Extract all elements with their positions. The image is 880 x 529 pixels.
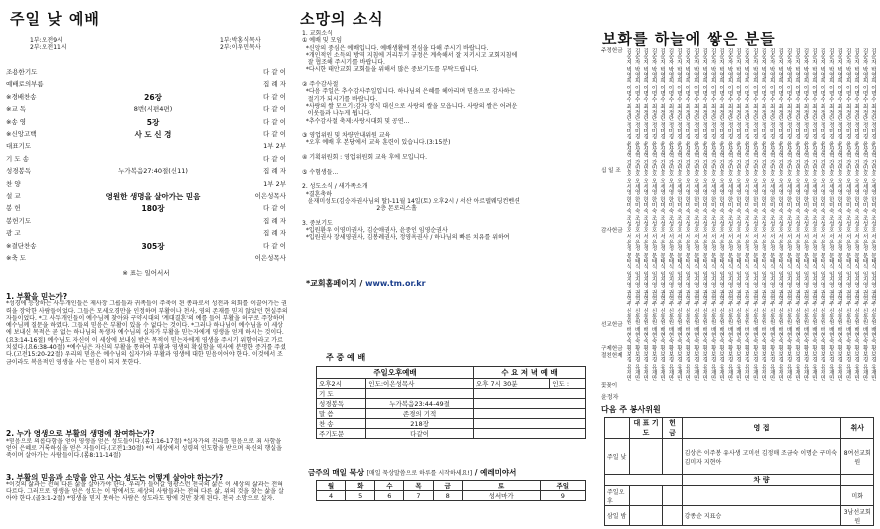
- weekday-worship-table: 주일오후예배 수 요 저 녁 예 배 오후2시 인도:이은성목사 오후 7시 30분 인도 : 기 도 성경봉독 누가복음23:44-49절 말 씀 존경의 기적 찬 송 218장 주기도문 다같이: [316, 366, 586, 439]
- devotion-chapter: 8: [433, 491, 462, 501]
- worship-order-row: [6, 229, 286, 238]
- offering-names-column: 김순자 박영희 이명수 최정란 정미경 윤상혁 강민호 오세영 한미숙 조성호 서은정 문태식 임지영 권혁주 신동원 배현숙 황보경 유재만: [760, 48, 767, 381]
- offering-names-column: 김순자 박영희 이명수 최정란 정미경 윤상혁 강민호 오세영 한미숙 조성호 서은정 문태식 임지영 권혁주 신동원 배현숙 황보경 유재만: [819, 48, 826, 381]
- worship-order-detail: 영원한 생명을 살아가는 믿음: [105, 192, 201, 201]
- duty-header: 취사: [841, 418, 874, 439]
- offering-names-column: 김순자 박영희 이명수 최정란 정미경 윤상혁 강민호 오세영 한미숙 조성호 서은정 문태식 임지영 권혁주 신동원 배현숙 황보경 유재만: [692, 48, 699, 381]
- worship-order-item: 봉 헌: [6, 204, 21, 213]
- worship-order-row: [6, 254, 286, 263]
- worship-order-row: [6, 180, 286, 189]
- devotion-day: 토: [462, 481, 540, 491]
- offering-title: 보화를 하늘에 쌓은 분들: [602, 30, 776, 48]
- worship-order-item: ※교 독: [6, 105, 27, 114]
- worship-order-detail: 26장: [144, 92, 162, 102]
- worship-order-item: ※송 영: [6, 117, 27, 126]
- worship-order-detail: 사 도 신 경: [134, 130, 172, 139]
- offering-names-column: 김순자 박영희 이명수 최정란 정미경 윤상혁 강민호 오세영 한미숙 조성호 서은정 문태식 임지영 권혁주 신동원 배현숙 황보경 유재만: [650, 48, 657, 381]
- worship-order-row: [6, 204, 286, 213]
- worship-order-detail: 8번(시편4편): [133, 105, 173, 114]
- worship-order-leader: 집 례 자: [263, 229, 286, 238]
- duty-header: 대 표 기 도: [629, 418, 663, 439]
- worship-order-row: [6, 130, 286, 139]
- table-row: 찬 송 218장: [317, 419, 586, 429]
- worship-order-detail: 180장: [141, 204, 165, 214]
- offering-names-column: 김순자 박영희 이명수 최정란 정미경 윤상혁 강민호 오세영 한미숙 조성호 서은정 문태식 임지영 권혁주 신동원 배현숙 황보경 유재만: [726, 48, 733, 381]
- offering-category-label: 주정헌금: [601, 48, 623, 54]
- worship-order-detail: [80, 229, 226, 238]
- worship-order-column: [0, 0, 292, 529]
- worship-order-leader: 집 례 자: [263, 80, 286, 89]
- daily-devotion-table: [316, 480, 586, 501]
- devotion-chapter: 5: [346, 491, 375, 501]
- offering-names-column: 김순자 박영희 이명수 최정란 정미경 윤상혁 강민호 오세영 한미숙 조성호 서은정 문태식 임지영 권혁주 신동원 배현숙 황보경 유재만: [718, 48, 725, 381]
- offering-names-column: 김순자 박영희 이명수 최정란 정미경 윤상혁 강민호 오세영 한미숙 조성호 서은정 문태식 임지영 권혁주 신동원 배현숙 황보경 유재만: [633, 48, 640, 381]
- offering-names-column: 김순자 박영희 이명수 최정란 정미경 윤상혁 강민호 오세영 한미숙 조성호 서은정 문태식 임지영 권혁주 신동원 배현숙 황보경 유재만: [659, 48, 666, 381]
- worship-order-detail: 5장: [146, 117, 160, 127]
- next-week-duty-title: 다음 주 봉사위원: [601, 405, 661, 414]
- offering-names-column: 김순자 박영희 이명수 최정란 정미경 윤상혁 강민호 오세영 한미숙 조성호 서은정 문태식 임지영 권혁주 신동원 배현숙 황보경 유재만: [768, 48, 775, 381]
- devotion-day: 화: [346, 481, 375, 491]
- sermon-point-2-title: 2. 누가 영생으로 부활의 생명에 참여하는가?: [6, 429, 155, 439]
- vehicle-label: 차 량: [682, 475, 841, 486]
- worship-order-item: 성경봉독: [6, 167, 32, 176]
- worship-order-row: [6, 217, 286, 226]
- worship-order-row: [6, 80, 286, 89]
- worship-order-item: 대표기도: [6, 142, 32, 151]
- devotion-day: 월: [317, 481, 346, 491]
- offering-names-column: 김순자 박영희 이명수 최정란 정미경 윤상혁 강민호 오세영 한미숙 조성호 서은정 문태식 임지영 권혁주 신동원 배현숙 황보경 유재만: [625, 48, 632, 381]
- duty-header: 영 접: [682, 418, 841, 439]
- devotion-day: 금: [433, 481, 462, 491]
- worship-order-detail: 305장: [141, 241, 165, 251]
- worship-order-leader: 다 같 이: [263, 204, 286, 213]
- worship-order-detail: [80, 254, 226, 263]
- worship-order-row: [6, 167, 286, 176]
- offering-category-label: 꽃꽂이: [601, 383, 618, 389]
- duty-header: 헌 금: [663, 418, 682, 439]
- worship-order-leader: 이은성목사: [254, 192, 286, 200]
- worship-order-item: ※신앙고백: [6, 130, 37, 138]
- worship-order-leader: 다 같 이: [263, 154, 286, 163]
- devotion-chapter: 9: [540, 491, 585, 501]
- duty-row: 주일 낮 김상은 이주봉 유사생 고미선 김정매 조금숙 이명순 구미숙 김미자 지현아 8여선교회원: [605, 439, 874, 475]
- devotion-day: 주일: [540, 481, 585, 491]
- devotion-chapter: 6: [375, 491, 404, 501]
- worship-order-leader: 다 같 이: [263, 130, 286, 138]
- news-title: 소망의 소식: [300, 10, 384, 28]
- offering-category-label: 선교헌금: [601, 322, 623, 328]
- news-body: 1. 교회소식 ① 예배 및 모임 *신앙의 중심은 예배입니다. 예배생활에 전심을 다해 주시기 바랍니다. *개인적인 소득의 방역 지침에 거리두기 규정은 계속해서 잘 지키시고 교회지침에 잘 협조해 주시기를 바랍니다. *다시한 태안교회 교회들을 위해서 많은 중보기도를 부탁드립니다. ② 주수감사절 *다음 주일은 추수감사주일입니다. 하나님의 은혜를 헤아리며 믿음으로 감사하는 절기가 되시기를 바랍니다. *사랑의 쌀 모으기:감자 장식 대신으로 사랑의 쌀을 모읍니다. 사랑의 쌀은 어려운 이웃들과 나누게 됩니다. *추수감사절 축제:사랑시대회 및 공연... ③ 영업위원 및 차량안내위원 교육 *오후 예배 후 본당에서 교육 훈련이 있습니다.(3:15분) ④ 기획위원회 : 영업위원회 교육 후에 모입니다. ⑤ 수험생들... 2. 성도소식 / 새가족소개 *결혼축하 윤재미성도(김승자권사님의 딸)-11월 14일(토) 오후2시 / 서산 아르델웨딩컨벤션 2층 몬로리스홀 3. 중보기도 *입원환우 이영미권사, 김순애권사, 윤중인 임영순권사 *입원권사 장세영권사, 김봉례권사, 정영옥권사 / 하나님의 빠른 치유를 위하여: [302, 30, 520, 242]
- table-row: 성경봉독 누가복음23:44-49절: [317, 399, 586, 409]
- offering-names-column: 김순자 박영희 이명수 최정란 정미경 윤상혁 강민호 오세영 한미숙 조성호 서은정 문태식 임지영 권혁주 신동원 배현숙 황보경 유재만: [743, 48, 750, 381]
- worship-order-leader: 다 같 이: [263, 105, 286, 114]
- worship-order-detail: [80, 217, 226, 226]
- devotion-chapter: 성서마가: [462, 491, 540, 501]
- sunday-worship-title: 주일 낮 예배: [10, 10, 100, 28]
- sermon-point-1-body: *성경에 등장하는 사두개인들은 제사장 그룹들과 귀족들이 주축이 된 종파로서 성전과 의회를 이끌어가는 권력을 장악한 사람들이었다. 그들은 모세오경만을 인정하며 부활이나 천사, 영의 존재를 믿지 않았던 현실주의자들이었다. *그 사두개인들이 예수님께 찾아와 구약시대의 '계대결혼'의 예를 들어 부활을 허구로 주장하며 예수님께 질문을 하였다. 그들의 믿음은 부활이 있을 수 없다는 것이다. *그러나 하나님이 예수님을 이 세상에 보내신 목적은 곧 없는 하나님의 독생자 예수님의 십자가 부활을 믿는자에게 영생을 얻게 하시는 것이다.(요3:14-16절) 예수님도 자신이 이 세상에 보내심 받은 목적이 믿는자에게 영생을 주시기 위함이라고 가르치셨다.(요6:38-40절) *예수님은 자신의 부활을 통하여 부활과 영생의 확실함을 역사에 분명한 증거를 주셨다.(고전15:20-22절) 우리의 믿음은 예수님의 십자가와 부활과 영생에 대한 믿음이어야 한다. 이것에서 조금이라도 복음적인 영생을 사는 믿음이 되지 못한다.: [6, 300, 288, 366]
- offering-category-label: 십 일 조: [601, 168, 621, 174]
- news-column: [296, 0, 596, 529]
- worship-order-item: 예배로의부름: [6, 80, 44, 89]
- offering-names-column: 김순자 박영희 이명수 최정란 정미경 윤상혁 강민호 오세영 한미숙 조성호 서은정 문태식 임지영 권혁주 신동원 배현숙 황보경 유재만: [785, 48, 792, 381]
- worship-order-row: [6, 242, 286, 251]
- worship-order-leader: 다 같 이: [263, 68, 286, 76]
- offering-names-column: 김순자 박영희 이명수 최정란 정미경 윤상혁 강민호 오세영 한미숙 조성호 서은정 문태식 임지영 권혁주 신동원 배현숙 황보경 유재만: [642, 48, 649, 381]
- worship-order-leader: 다 같 이: [263, 92, 286, 101]
- offering-names-column: 김순자 박영희 이명수 최정란 정미경 윤상혁 강민호 오세영 한미숙 조성호 서은정 문태식 임지영 권혁주 신동원 배현숙 황보경 유재만: [735, 48, 741, 381]
- worship-order-item: ※결단찬송: [6, 241, 37, 250]
- worship-order-item: ※축 도: [6, 254, 27, 262]
- sermon-point-2-body: *믿음으로 의롭다함을 얻어 영생을 얻은 성도들이다.(롬1:16-17절) *십자가의 진리를 믿음으로 죄 사함을 얻어 은혜로 거룩하심을 얻은 자들이다.(고전1:30절) *이 세상에서 성령의 인도함을 받으며 육신의 행실을 죽이며 살아가는 사람들이다.(롬8:11-14절): [6, 437, 282, 460]
- worship-order-row: [6, 155, 286, 164]
- offering-names-column: 김순자 박영희 이명수 최정란 정미경 윤상혁 강민호 오세영 한미숙 조성호 서은정 문태식 임지영 권혁주 신동원 배현숙 황보경 유재만: [667, 48, 674, 381]
- daily-devotion-header: 금주의 매일 묵상 [매일 묵상말씀으로 하루를 시작하세요!] / 예레미야서: [308, 468, 517, 477]
- sermon-notes: [6, 293, 288, 517]
- worship-order-row: [6, 105, 286, 114]
- offering-names-column: 김순자 박영희 이명수 최정란 정미경 윤상혁 강민호 오세영 한미숙 조성호 서은정 문태식 임지영 권혁주 신동원 배현숙 황보경 유재만: [751, 48, 758, 381]
- worship-order-row: [6, 142, 286, 151]
- worship-order-detail: 누가복음27:40절(신11): [118, 167, 188, 176]
- homepage-link[interactable]: www.tm.or.kr: [365, 279, 426, 288]
- flower-donor: 윤정자: [601, 394, 619, 401]
- offering-names-column: 김순자 박영희 이명수 최정란 정미경 윤상혁 강민호 오세영 한미숙 조성호 서은정 문태식 임지영 권혁주 신동원 배현숙 황보경 유재만: [810, 48, 817, 381]
- offering-names-column: 김순자 박영희 이명수 최정란 정미경 윤상혁 강민호 오세영 한미숙 조성호 서은정 문태식 임지영 권혁주 신동원 배현숙 황보경 유재만: [870, 48, 876, 381]
- worship-order-item: 광 고: [6, 229, 21, 238]
- service-times: 1부:오전9시 2부:오전11시: [30, 37, 67, 51]
- offering-names-column: 김순자 박영희 이명수 최정란 정미경 윤상혁 강민호 오세영 한미숙 조성호 서은정 문태식 임지영 권혁주 신동원 배현숙 황보경 유재만: [709, 48, 716, 381]
- worship-order-item: 찬 양: [6, 179, 21, 188]
- worship-order-item: 기 도 송: [6, 154, 29, 163]
- offering-names-column: 김순자 박영희 이명수 최정란 정미경 윤상혁 강민호 오세영 한미숙 조성호 서은정 문태식 임지영 권혁주 신동원 배현숙 황보경 유재만: [701, 48, 708, 381]
- worship-order-item: 봉헌기도: [6, 216, 32, 225]
- worship-order-leader: 집 례 자: [263, 167, 286, 176]
- sunday-afternoon-header: 주일오후예배: [317, 367, 474, 379]
- sermon-point-1-title: 1. 부활을 믿는가?: [6, 292, 68, 301]
- offering-names-column: 김순자 박영희 이명수 최정란 정미경 윤상혁 강민호 오세영 한미숙 조성호 서은정 문태식 임지영 권혁주 신동원 배현숙 황보경 유재만: [794, 48, 801, 381]
- offering-category-label: 구제헌금 절친헌제: [601, 346, 623, 359]
- wednesday-evening-header: 수 요 저 녁 예 배: [473, 367, 585, 379]
- offering-names-column: 김순자 박영희 이명수 최정란 정미경 윤상혁 강민호 오세영 한미숙 조성호 서은정 문태식 임지영 권혁주 신동원 배현숙 황보경 유재만: [802, 48, 809, 381]
- offering-names-column: 김순자 박영희 이명수 최정란 정미경 윤상혁 강민호 오세영 한미숙 조성호 서은정 문태식 임지영 권혁주 신동원 배현숙 황보경 유재만: [853, 48, 860, 381]
- offering-column: [598, 0, 880, 529]
- worship-order-leader: 다 같 이: [263, 117, 286, 126]
- worship-order-detail: [80, 142, 226, 151]
- offering-names-column: 김순자 박영희 이명수 최정란 정미경 윤상혁 강민호 오세영 한미숙 조성호 서은정 문태식 임지영 권혁주 신동원 배현숙 황보경 유재만: [675, 48, 682, 381]
- offering-names-column: 김순자 박영희 이명수 최정란 정미경 윤상혁 강민호 오세영 한미숙 조성호 서은정 문태식 임지영 권혁주 신동원 배현숙 황보경 유재만: [836, 48, 843, 381]
- service-ministers: 1부:박홍식목사 2부:이우민목사: [220, 37, 261, 51]
- offering-names-column: 김순자 박영희 이명수 최정란 정미경 윤상혁 강민호 오세영 한미숙 조성호 서은정 문태식 임지영 권혁주 신동원 배현숙 황보경 유재만: [844, 48, 851, 381]
- sermon-point-3-body: *이것의 삶과는 전혀 다른 삶을 살아가야 한다. 우리가 들어갈 영광스런 천국의 삶은 이 세상의 삶과는 전혀 다르다. 그러므로 영생을 얻은 성도는 이 땅에서도 세상의 사람들과는 전혀 다른 삶, 위의 것을 찾는 삶을 살아야 한다.(골3:1-2절) *영생을 믿지 못하는 사람은 성도라도 땅에 것만 찾게 된다. 천국 소망으로 살자.: [6, 480, 284, 503]
- worship-order-leader: 1부 2부: [263, 179, 286, 188]
- worship-order-item: 설 교: [6, 192, 21, 200]
- duty-row: 주일오후 미화: [605, 486, 874, 506]
- duty-table: [604, 417, 874, 526]
- worship-order-item: 조용한기도: [6, 68, 38, 76]
- offering-names-column: 김순자 박영희 이명수 최정란 정미경 윤상혁 강민호 오세영 한미숙 조성호 서은정 문태식 임지영 권혁주 신동원 배현숙 황보경 유재만: [777, 48, 784, 381]
- worship-order-detail: [80, 80, 226, 89]
- worship-order-row: [6, 93, 286, 102]
- table-row: 주기도문 다같이: [317, 429, 586, 439]
- offering-category-label: 감사헌금: [601, 228, 623, 234]
- worship-order-leader: 집 례 자: [263, 216, 286, 225]
- worship-order-detail: [80, 180, 226, 189]
- devotion-chapter: 7: [404, 491, 433, 501]
- devotion-day: 목: [404, 481, 433, 491]
- offering-names-column: 김순자 박영희 이명수 최정란 정미경 윤상혁 강민호 오세영 한미숙 조성호 서은정 문태식 임지영 권혁주 신동원 배현숙 황보경 유재만: [827, 48, 834, 381]
- worship-order-row: [6, 118, 286, 127]
- standing-note: ※ 표는 일어서서: [122, 269, 170, 277]
- worship-order-detail: [80, 155, 226, 164]
- offering-names-column: 김순자 박영희 이명수 최정란 정미경 윤상혁 강민호 오세영 한미숙 조성호 서은정 문태식 임지영 권혁주 신동원 배현숙 황보경 유재만: [861, 48, 868, 381]
- duty-row: [605, 475, 874, 486]
- worship-order-row: [6, 68, 286, 77]
- worship-order-leader: 1부 2부: [263, 142, 286, 151]
- sermon-point-3-title: 3. 부활의 믿음과 소망을 안고 사는 성도는 어떻게 살아야 하는가?: [6, 472, 224, 482]
- weekday-worship-title: 주 중 예 배: [326, 353, 366, 362]
- devotion-chapter: 4: [317, 491, 346, 501]
- worship-order-leader: 이은성목사: [254, 254, 286, 262]
- table-row: 기 도: [317, 389, 586, 399]
- offering-names-column: 김순자 박영희 이명수 최정란 정미경 윤상혁 강민호 오세영 한미숙 조성호 서은정 문태식 임지영 권혁주 신동원 배현숙 황보경 유재만: [684, 48, 691, 381]
- worship-order-detail: [80, 68, 226, 77]
- worship-order-row: [6, 192, 286, 201]
- worship-order-item: ※경배찬송: [6, 92, 37, 101]
- worship-order-leader: 다 같 이: [263, 241, 286, 250]
- table-row: 말 씀 존경의 기적: [317, 409, 586, 419]
- duty-row: 삼일 밤 강종순 지표승 3남선교회원: [605, 506, 874, 526]
- offering-names-block: [624, 48, 876, 383]
- devotion-day: 수: [375, 481, 404, 491]
- homepage-line: *교회홈페이지 / www.tm.or.kr: [306, 279, 426, 288]
